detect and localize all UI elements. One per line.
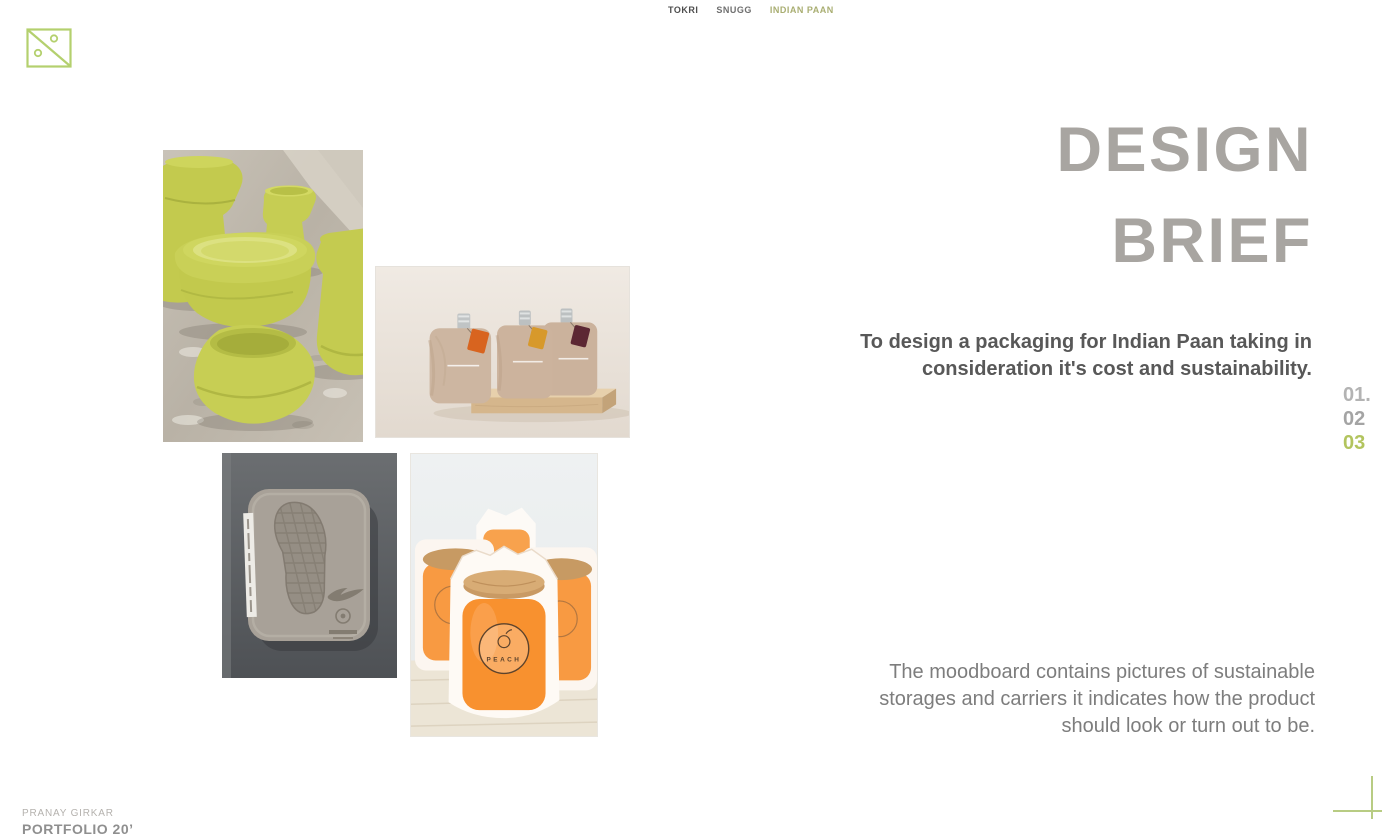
crop-mark-horizontal — [1333, 810, 1382, 812]
page-number-03[interactable]: 03 — [1343, 432, 1366, 454]
page-indicator — [1343, 383, 1371, 455]
top-nav — [668, 5, 834, 15]
molded-pulp-shoebox-illustration — [222, 453, 397, 678]
page-number-01[interactable]: 01. — [1343, 384, 1371, 406]
author-name: PRANAY GIRKAR — [22, 808, 114, 819]
moodboard-image-molded-pulp-shoebox — [222, 453, 397, 678]
moodboard-image-paper-pulp-pots — [163, 150, 363, 442]
peach-pouches-illustration — [411, 454, 597, 736]
moodboard-image-kraft-pouches — [375, 266, 630, 438]
nav-item-snugg[interactable]: SNUGG — [716, 5, 752, 15]
page-title — [1056, 105, 1313, 287]
kraft-pouches-illustration — [376, 267, 629, 437]
moodboard-image-peach-juice-pouches — [410, 453, 598, 737]
title-line-1: DESIGN — [1056, 115, 1313, 185]
crop-mark-vertical — [1371, 776, 1373, 819]
moodboard-description: The moodboard contains pictures of sustainable storages and carriers it indicates how the product should look or turn out to be. — [879, 661, 1315, 737]
nav-item-tokri[interactable]: TOKRI — [668, 5, 699, 15]
peach-stamp-text: PEACH — [486, 656, 522, 664]
logo-square-diagonal-dots-icon[interactable] — [26, 28, 72, 68]
paper-pulp-pots-illustration — [163, 150, 363, 442]
page-number-02[interactable]: 02 — [1343, 408, 1366, 430]
peach-stamp — [479, 624, 528, 674]
logo-icon-svg — [26, 28, 72, 68]
nav-item-indian-paan[interactable]: INDIAN PAAN — [769, 5, 834, 15]
brief-statement: To design a packaging for Indian Paan taking in consideration it's cost and sustainability. — [860, 331, 1312, 380]
portfolio-label: PORTFOLIO 20’ — [22, 821, 134, 837]
footer — [22, 808, 134, 837]
title-line-2: BRIEF — [1111, 206, 1313, 276]
